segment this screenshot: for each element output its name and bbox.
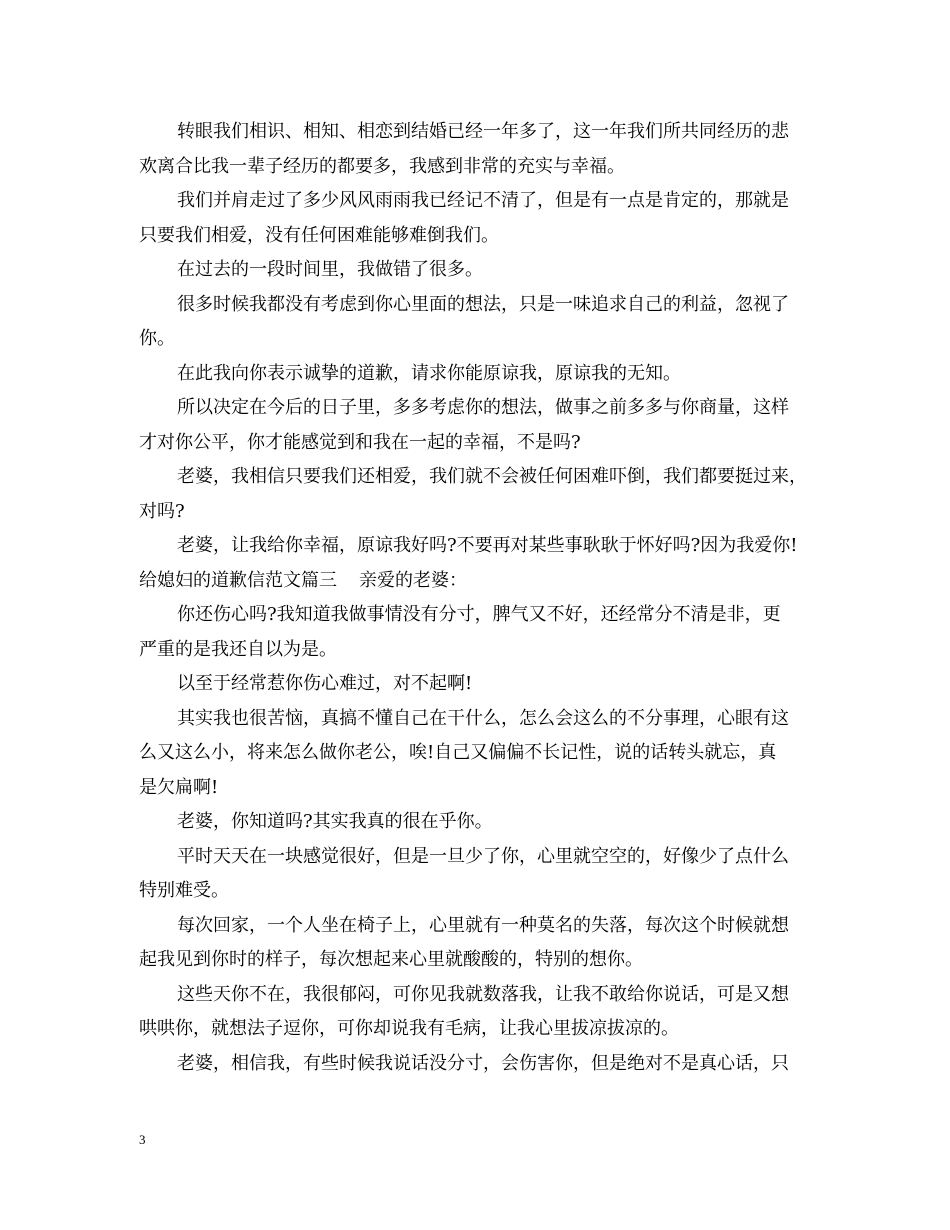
text-line: 很多时候我都没有考虑到你心里面的想法，只是一味追求自己的利益，忽视了: [177, 293, 789, 315]
text-line: 你还伤心吗?我知道我做事情没有分寸，脾气又不好，还经常分不清是非，更: [177, 604, 781, 625]
text-line: 老婆，让我给你幸福，原谅我好吗?不要再对某些事耿耿于怀好吗?因为我爱你!: [177, 535, 798, 556]
salutation: 亲爱的老婆：: [359, 569, 467, 591]
text-line: 转眼我们相识、相知、相恋到结婚已经一年多了，这一年我们所共同经历的悲: [177, 121, 789, 142]
section-heading-line: [139, 564, 823, 599]
text-line: 每次回家，一个人坐在椅子上，心里就有一种莫名的失落，每次这个时候就想: [177, 914, 789, 936]
text-line: 老婆，我相信只要我们还相爱，我们就不会被任何困难吓倒，我们都要挺过来，: [177, 466, 807, 487]
text-line: 起我见到你时的样子，每次想起来心里就酸酸的，特别的想你。: [139, 949, 643, 970]
text-line: 所以决定在今后的日子里，多多考虑你的想法，做事之前多多与你商量，这样: [177, 397, 789, 418]
letter-body: [139, 115, 823, 1081]
text-line: 我们并肩走过了多少风风雨雨我已经记不清了，但是有一点是肯定的，那就是: [177, 190, 789, 211]
text-line: 对吗?: [139, 500, 185, 522]
text-line: 才对你公平，你才能感觉到和我在一起的幸福，不是吗?: [139, 431, 581, 453]
text-line: 么又这么小，将来怎么做你老公，唉!自己又偏偏不长记性，说的话转头就忘，真: [139, 742, 777, 763]
text-line: 在此我向你表示诚挚的道歉，请求你能原谅我，原谅我的无知。: [177, 362, 681, 384]
text-line: 这些天你不在，我很郁闷，可你见我就数落我，让我不敢给你说话，可是又想: [177, 983, 789, 1005]
page-number: 3: [139, 1132, 146, 1147]
text-line: 平时天天在一块感觉很好，但是一旦少了你，心里就空空的，好像少了点什么: [177, 845, 789, 867]
text-line: 只要我们相爱，没有任何困难能够难倒我们。: [139, 224, 499, 246]
text-line: 其实我也很苦恼，真搞不懂自己在干什么，怎么会这么的不分事理，心眼有这: [177, 707, 789, 729]
text-line: 以至于经常惹你伤心难过，对不起啊!: [177, 673, 473, 694]
text-line: 老婆，你知道吗?其实我真的很在乎你。: [177, 811, 493, 832]
text-line: 特别难受。: [139, 880, 229, 901]
text-line: 欢离合比我一辈子经历的都要多，我感到非常的充实与幸福。: [139, 155, 625, 177]
text-line: 你。: [139, 328, 175, 349]
text-line: 是欠扁啊!: [139, 776, 219, 798]
text-line: 严重的是我还自以为是。: [139, 638, 337, 660]
text-line: 老婆，相信我，有些时候我说话没分寸，会伤害你，但是绝对不是真心话，只: [177, 1052, 789, 1074]
text-line: 在过去的一段时间里，我做错了很多。: [177, 259, 483, 280]
section-title: 给媳妇的道歉信范文篇三: [139, 569, 337, 591]
text-line: 哄哄你，就想法子逗你，可你却说我有毛病，让我心里拔凉拔凉的。: [139, 1018, 679, 1039]
